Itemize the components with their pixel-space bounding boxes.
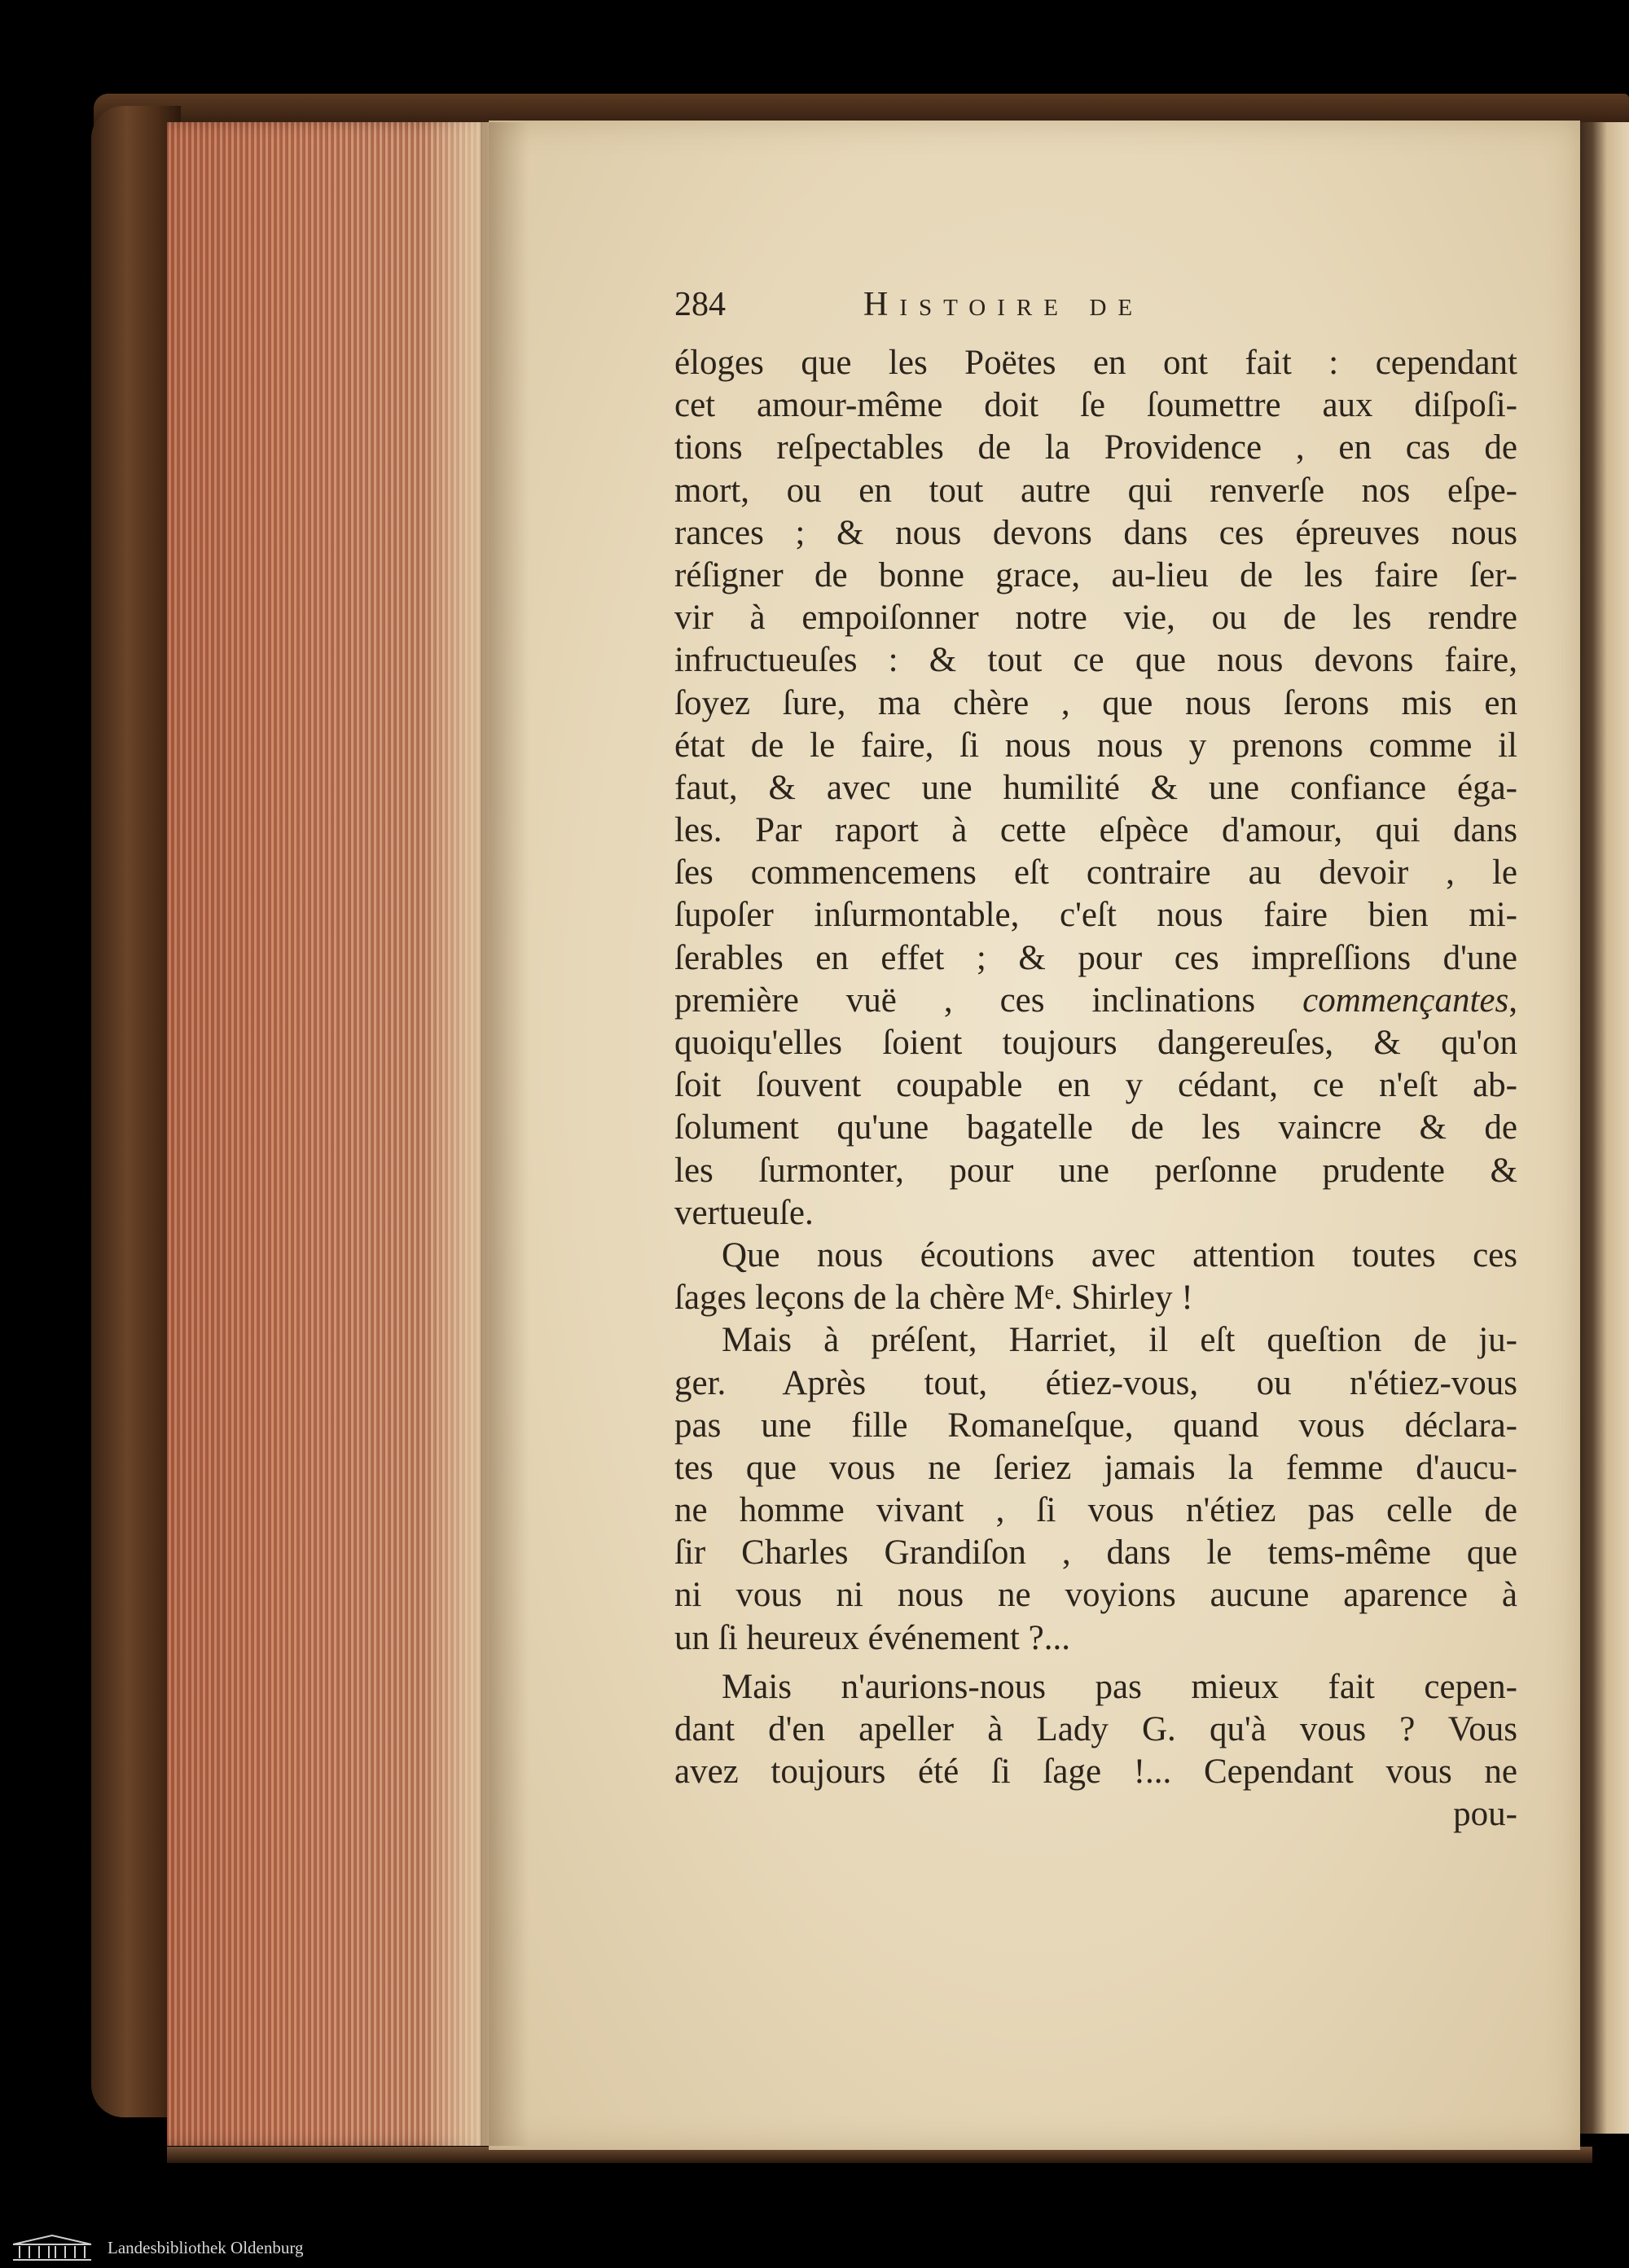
- text-line: éloges que les Poëtes en ont fait : cependant: [674, 344, 1517, 382]
- text-line: Mais à préſent, Harriet, il eſt queſtion de ju-: [722, 1321, 1517, 1360]
- text-line: ni vous ni nous ne voyions aucune aparence à: [674, 1576, 1517, 1615]
- text-line: tes que vous ne ſeriez jamais la femme d'aucu-: [674, 1448, 1517, 1487]
- text-line: ſes commencemens eſt contraire au devoir , le: [674, 853, 1517, 893]
- text-line: un ſi heureux événement ?...: [674, 1618, 1070, 1657]
- text-line: les. Par raport à cette eſpèce d'amour, qui dans: [674, 811, 1517, 850]
- text-line: ger. Après tout, étiez-vous, ou n'étiez-vous: [674, 1363, 1517, 1402]
- text-line: Mais n'aurions-nous pas mieux fait cepen-: [722, 1667, 1517, 1706]
- text-line: ſoit ſouvent coupable en y cédant, ce n'eſt ab-: [674, 1066, 1517, 1105]
- text-line: quoiqu'elles ſoient toujours dangereuſes, & qu'on: [674, 1024, 1517, 1062]
- library-building-icon: [10, 2233, 94, 2262]
- text-line: ſir Charles Grandiſon , dans le tems-même que: [674, 1533, 1517, 1573]
- gutter-shadow: [481, 122, 529, 2146]
- text-line: ſoyez ſure, ma chère , que nous ſerons mis en: [674, 683, 1517, 722]
- text-line: infructueuſes : & tout ce que nous devons faire,: [674, 641, 1517, 680]
- text-line: vir à empoiſonner notre vie, ou de les rendre: [674, 599, 1517, 638]
- page-number: 284: [674, 286, 726, 323]
- text-line: avez toujours été ſi ſage !... Cependant vous ne: [674, 1753, 1517, 1792]
- text-line: mort, ou en tout autre qui renverſe nos eſpe-: [674, 471, 1517, 510]
- fore-edge-highlight: [424, 122, 489, 2146]
- text-line: les ſurmonter, pour une perſonne prudente &: [674, 1151, 1517, 1190]
- page-body-text: [674, 342, 1517, 1836]
- text-line: Que nous écoutions avec attention toutes ces: [722, 1235, 1517, 1274]
- text-line: faut, & avec une humilité & une confiance éga-: [674, 768, 1517, 807]
- facing-page-edge: [1580, 122, 1629, 2134]
- library-name: Landesbibliothek Oldenburg: [108, 2238, 304, 2257]
- text-line: ſerables en effet ; & pour ces impreſſions d'une: [674, 938, 1517, 977]
- text-line: dant d'en apeller à Lady G. qu'à vous ? Vous: [674, 1710, 1517, 1748]
- text-line: ne homme vivant , ſi vous n'étiez pas celle de: [674, 1491, 1517, 1530]
- page-header: [674, 285, 1538, 334]
- running-head: Histoire de: [863, 286, 1144, 323]
- text-line: état de le faire, ſi nous nous y prenons comme il: [674, 726, 1517, 765]
- catchword: pou-: [1453, 1795, 1517, 1834]
- text-line: première vuë , ces inclinations commençantes,: [674, 980, 1517, 1020]
- text-line: ſupoſer inſurmontable, c'eſt nous faire bien mi-: [674, 896, 1517, 935]
- text-line: cet amour-même doit ſe ſoumettre aux diſpoſi-: [674, 386, 1517, 425]
- text-line: ſolument qu'une bagatelle de les vaincre & de: [674, 1108, 1517, 1147]
- text-line: pas une fille Romaneſque, quand vous déclara-: [674, 1406, 1517, 1445]
- text-line: réſigner de bonne grace, au-lieu de les faire ſer-: [674, 555, 1517, 594]
- text-line: vertueuſe.: [674, 1193, 814, 1232]
- text-line: rances ; & nous devons dans ces épreuves nous: [674, 513, 1517, 552]
- text-line: ſages leçons de la chère Mᵉ. Shirley !: [674, 1279, 1193, 1318]
- text-line: tions reſpectables de la Providence , en cas de: [674, 428, 1517, 467]
